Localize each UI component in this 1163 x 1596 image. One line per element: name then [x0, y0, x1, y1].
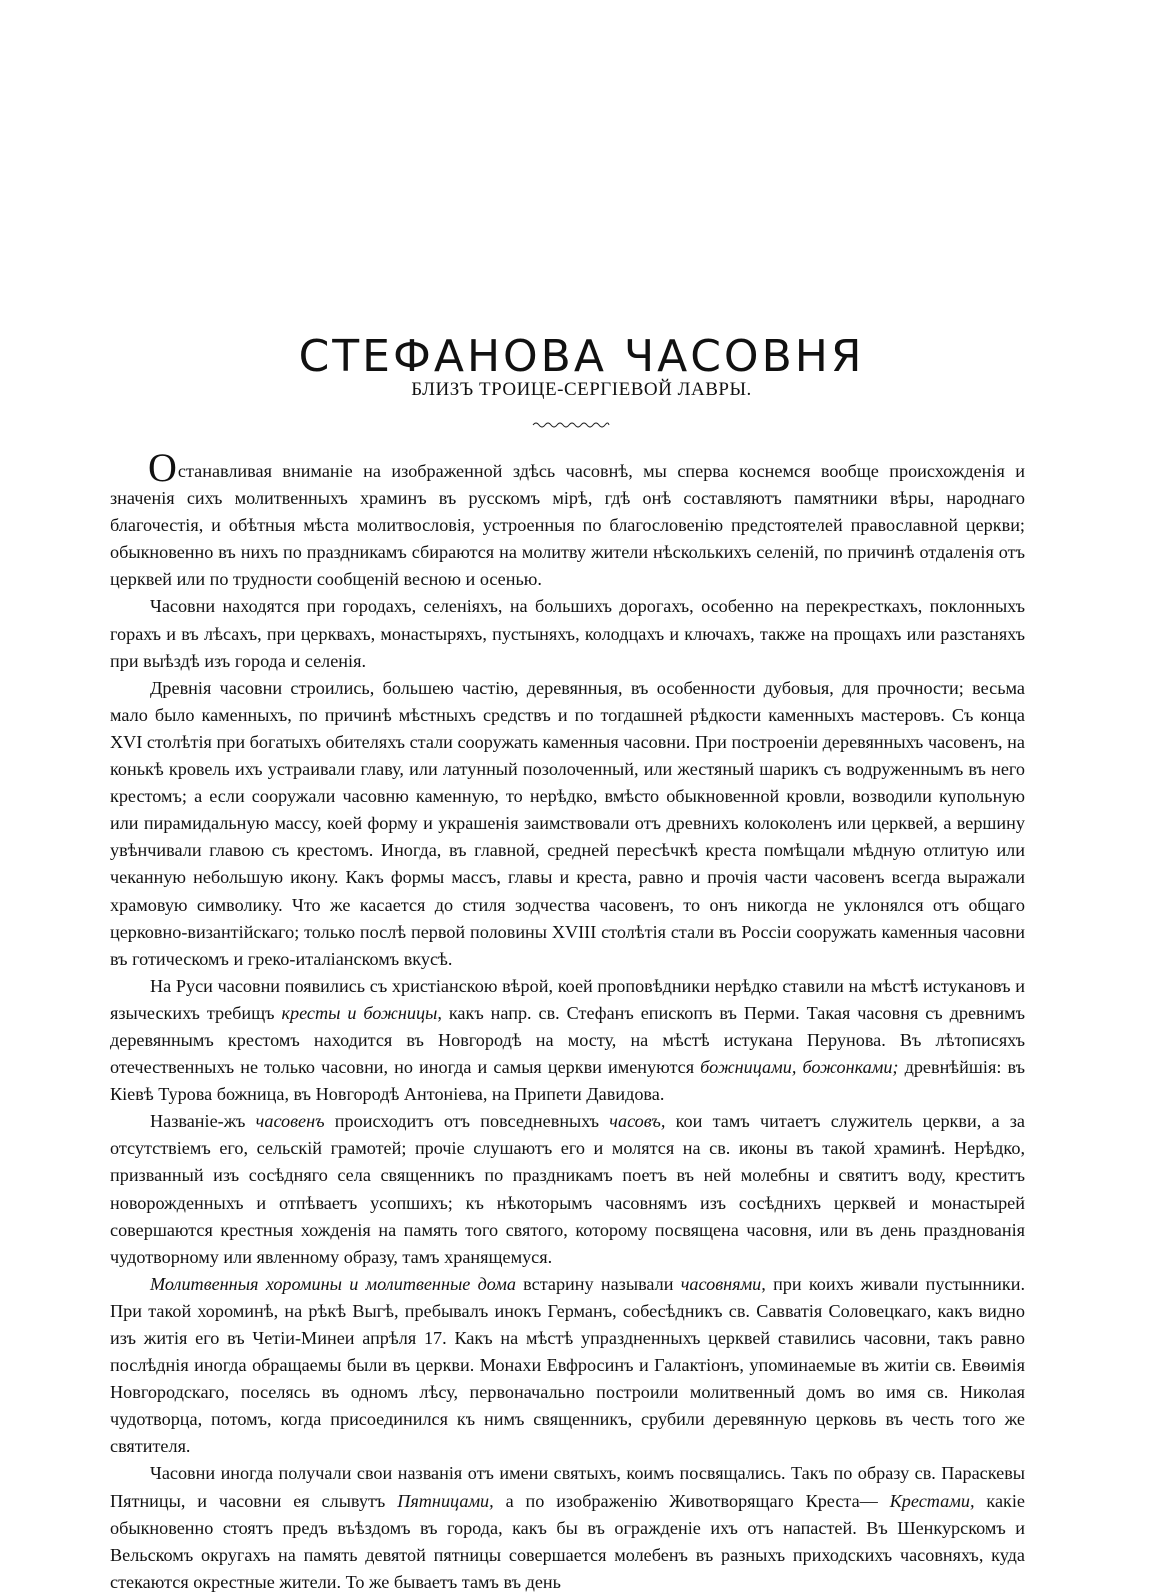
paragraph-5: Названіе-жъ часовенъ происходитъ отъ повседневныхъ часовъ, кои тамъ читаетъ служитель церкви, а за отсутствіемъ его, сельскій грамотей; прочіе слушаютъ его и молятся на св. иконы въ такой храминѣ. Нерѣдко, призванный изъ сосѣдняго села священникъ по праздникамъ поетъ въ ней молебны и святитъ воду, креститъ новорожденныхъ и отпѣваетъ усопшихъ; къ нѣкоторымъ часовнямъ изъ сосѣднихъ церквей и монастырей совершаются крестныя хожденія на память того святого, которому посвящена часовня, или въ день празднованія чудотворному или явленному образу, тамъ хранящемуся.: [110, 1111, 1025, 1267]
page-title: СТЕФАНОВА ЧАСОВНЯ: [298, 331, 865, 383]
paragraph-3: Древнія часовни строились, большею частію, деревянныя, въ особенности дубовыя, для прочности; весьма мало было каменныхъ, по причинѣ мѣстныхъ средствъ и по тогдашней рѣдкости каменныхъ мастеровъ. Съ конца XVI столѣтія при богатыхъ обителяхъ стали сооружать каменныя часовни. При построеніи деревянныхъ часовенъ, на конькѣ кровель ихъ устраивали главу, или латунный позолоченный, или жестяный шарикъ съ водруженнымъ въ него крестомъ; а если сооружали часовню каменную, то нерѣдко, вмѣсто обыкновенной кровли, возводили купольную или пирамидальную массу, коей форму и украшенія заимствовали отъ древнихъ колоколенъ или церквей, а вершину увѣнчивали главою съ крестомъ. Иногда, въ главной, средней пересѣчкѣ креста помѣщали мѣдную отлитую или чеканную небольшую икону. Какъ формы массъ, главы и креста, равно и прочія части часовенъ всегда выражали храмовую символику. Что же касается до стиля зодчества часовенъ, то онъ никогда не уклонялся отъ общаго церковно-византійскаго; только послѣ первой половины XVIII столѣтія стали въ Россіи сооружать каменныя часовни въ готическомъ и греко-италіанскомъ вкусѣ.: [110, 677, 1025, 969]
page-subtitle: БЛИЗЪ ТРОИЦЕ-СЕРГІЕВОЙ ЛАВРЫ.: [411, 379, 752, 400]
paragraph-2: Часовни находятся при городахъ, селеніяхъ, на большихъ дорогахъ, особенно на перекресткахъ, поклонныхъ горахъ и въ лѣсахъ, при церквахъ, монастыряхъ, пустыняхъ, колодцахъ и ключахъ, также на прощахъ или разстаняхъ при выѣздѣ изъ города и селенія.: [110, 596, 1025, 671]
paragraph-4: На Руси часовни появились съ христіанскою вѣрой, коей проповѣдники нерѣдко ставили на мѣстѣ истукановъ и языческихъ требищъ кресты и божницы, какъ напр. св. Стефанъ епископъ въ Перми. Такая часовня съ древнимъ деревяннымъ крестомъ находится въ Новгородѣ на мосту, на мѣстѣ истукана Перунова. Въ лѣтописяхъ отечественныхъ не только часовни, но иногда и самыя церкви именуются божницами, божонками; древнѣйшія: въ Кіевѣ Турова божница, въ Новгородѣ Антоніева, на Припети Давидова.: [110, 975, 1026, 1105]
paragraph-6: Молитвенныя хоромины и молитвенные дома встарину называли часовнями, при коихъ живали пустынники. При такой хороминѣ, на рѣкѣ Выгѣ, пребывалъ инокъ Германъ, собесѣдникъ св. Савватія Соловецкаго, какъ видно изъ житія его въ Четіи-Минеи апрѣля 17. Какъ на мѣстѣ упраздненныхъ церквей ставились часовни, такъ равно послѣднія иногда обращаемы были въ церкви. Монахи Евфросинъ и Галактіонъ, упоминаемые въ житіи св. Евѳимія Новгородскаго, поселясь въ одномъ лѣсу, первоначально построили молитвенный домъ во имя св. Николая чудотворца, потомъ, когда присоединился къ нимъ священникъ, срубили деревянную церковь въ честь того же святителя.: [110, 1273, 1025, 1457]
ornament-divider: [531, 420, 611, 430]
paragraph-7: Часовни иногда получали свои названія отъ имени святыхъ, коимъ посвящались. Такъ по образу св. Параскевы Пятницы, и часовни ея слывутъ Пятницами, а по изображенію Животворящаго Креста— Крестами, какіе обыкновенно стоятъ предъ въѣздомъ въ города, какъ бы въ огражденіе ихъ отъ напастей. Въ Шенкурскомъ и Вельскомъ округахъ на память девятой пятницы совершается молебенъ въ разныхъ приходскихъ часовняхъ, куда стекаются окрестные жители. То же бываетъ тамъ въ день: [110, 1463, 1025, 1592]
drop-cap: О: [148, 445, 177, 490]
paragraph-1: Останавливая вниманіе на изображенной здѣсь часовнѣ, мы сперва коснемся вообще происхожденія и значенія сихъ молитвенныхъ храминъ въ русскомъ мірѣ, гдѣ онѣ составляютъ памятники вѣры, народнаго благочестія, и обѣтныя мѣста молитвословія, устроенныя по благословенію предстоятелей православной церкви; обыкновенно въ нихъ по праздникамъ сбираются на молитву жители нѣсколькихъ селеній, по причинѣ отдаленія отъ церквей или по трудности сообщеній весною и осенью.: [110, 445, 1025, 590]
article-body: [110, 445, 1026, 1596]
